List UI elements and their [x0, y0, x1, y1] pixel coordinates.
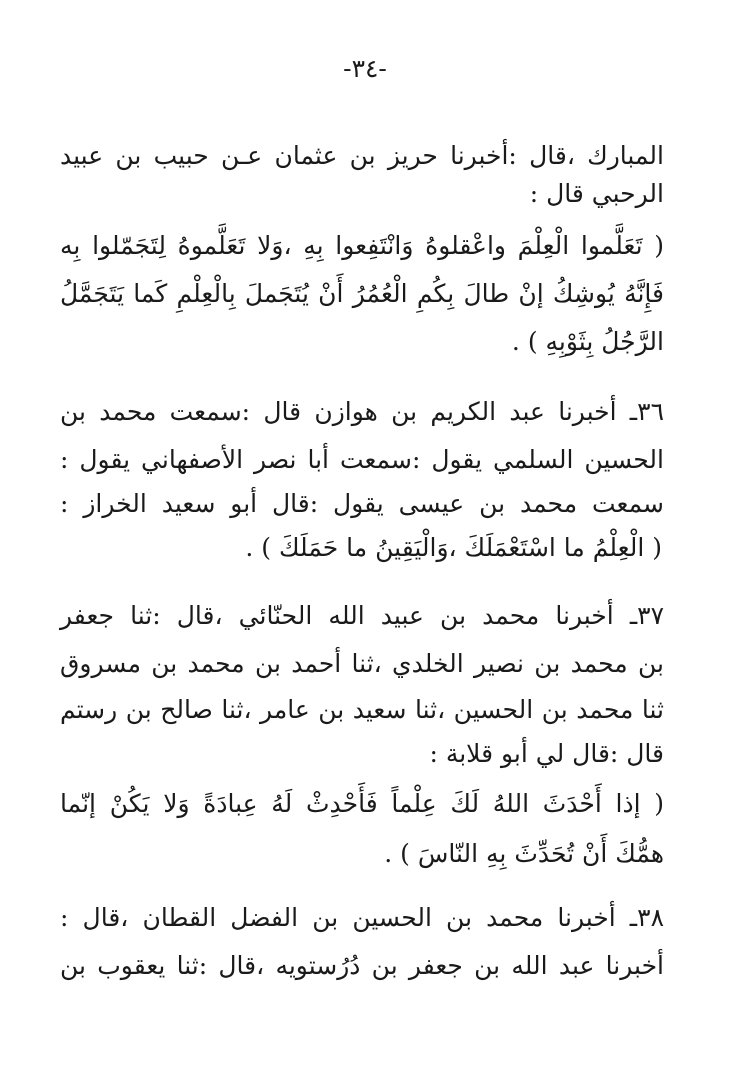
text-line: الحسين السلمي يقول :سمعت أبا نصر الأصفهاني يقول :: [60, 445, 664, 474]
text-line: سمعت محمد بن عيسى يقول :قال أبو سعيد الخراز :: [60, 489, 664, 518]
quote-line: همُّكَ أَنْ تُحَدِّثَ بِهِ النّاسَ ) .: [384, 839, 664, 868]
text-line: ٣٨ـ أخبرنا محمد بن الحسين بن الفضل القطان ،قال :: [60, 903, 664, 932]
page-number: -٣٤-: [343, 54, 387, 83]
text-line: بن محمد بن نصير الخلدي ،ثنا أحمد بن محمد بن مسروق: [60, 649, 664, 678]
quote-line: ( إذا أَحْدَثَ اللهُ لَكَ عِلْماً فَأَحْدِثْ لَهُ عِبادَةً وَلا يَكُنْ إنّما: [60, 789, 664, 818]
quote-line: ( تَعَلَّموا الْعِلْمَ واعْقلوهُ وَانْتَفِعوا بِهِ ،وَلا تَعَلَّموهُ لِتَجَمّلوا بِه: [60, 231, 664, 260]
text-line: ٣٧ـ أخبرنا محمد بن عبيد الله الحنّائي ،قال :ثنا جعفر: [60, 601, 664, 630]
quote-line: الرَّجُلُ بِثَوْبِهِ ) .: [511, 327, 664, 356]
quote-line: فَإِنَّهُ يُوشِكُ إنْ طالَ بِكُمِ الْعُمُرُ أَنْ يُتَجَملَ بِالْعِلْمِ كَما يَتَجَمَّلُ: [60, 279, 664, 308]
text-line: ٣٦ـ أخبرنا عبد الكريم بن هوازن قال :سمعت محمد بن: [60, 397, 664, 426]
text-line: أخبرنا عبد الله بن جعفر بن دُرُستويه ،قال :ثنا يعقوب بن: [60, 951, 664, 980]
text-line: ثنا محمد بن الحسين ،ثنا سعيد بن عامر ،ثنا صالح بن رستم: [60, 695, 664, 724]
text-line: الرحبي قال :: [529, 179, 664, 208]
quote-line: ( الْعِلْمُ ما اسْتَعْمَلَكَ ،وَالْيَقِينُ ما حَمَلَكَ ) .: [245, 533, 662, 562]
text-line: المبارك ،قال :أخبرنا حريز بن عثمان عـن حبيب بن عبيد: [60, 141, 664, 170]
text-line: قال :قال لي أبو قلابة :: [429, 739, 664, 768]
